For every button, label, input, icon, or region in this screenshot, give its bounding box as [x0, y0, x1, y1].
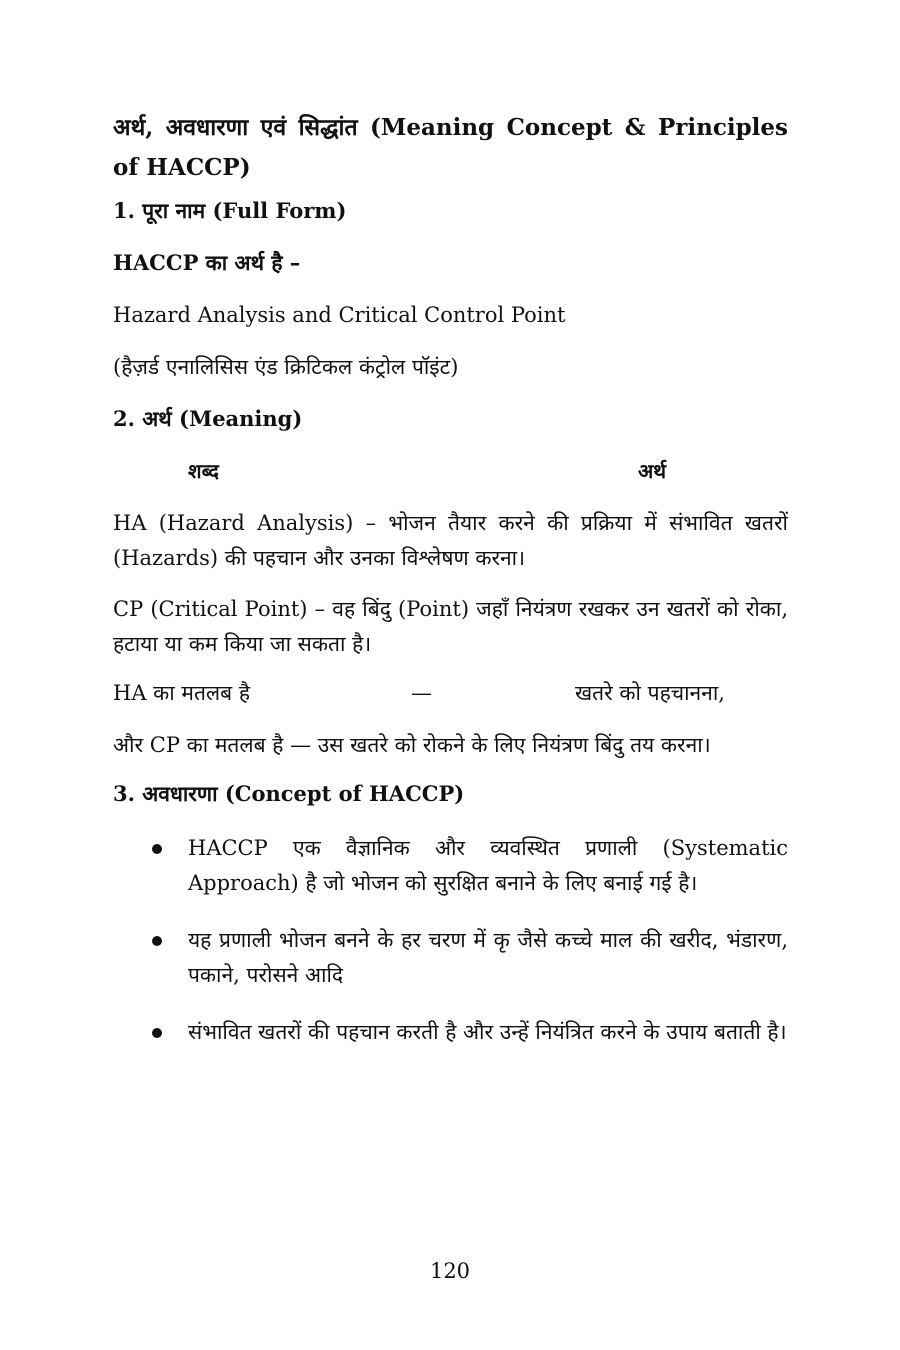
bullet-icon: [152, 936, 162, 946]
haccp-meaning-heading: HACCP का अर्थ है –: [113, 250, 301, 275]
cp-meaning: और CP का मतलब है — उस खतरे को रोकने के लिए नियंत्रण बिंदु तय करना।: [113, 733, 711, 757]
list-item-text: यह प्रणाली भोजन बनने के हर चरण में कृ जैसे कच्चे माल की खरीद, भंडारण, पकाने, परोसने आदि: [188, 928, 788, 987]
section-1-heading: 1. पूरा नाम (Full Form): [113, 198, 347, 223]
list-item: [113, 831, 788, 901]
ha-meaning-dash: —: [411, 681, 432, 705]
page-content: [113, 108, 788, 1072]
term-meaning-header: [113, 456, 788, 486]
page-title: अर्थ, अवधारणा एवं सिद्धांत (Meaning Concept & Principles of HACCP): [113, 114, 788, 181]
ha-meaning-row: [113, 678, 788, 708]
ha-definition: HA (Hazard Analysis) – भोजन तैयार करने की प्रक्रिया में संभावित खतरों (Hazards) की पहचान और उनका विश्लेषण करना।: [113, 511, 788, 570]
bullet-icon: [152, 844, 162, 854]
ha-meaning-label: HA का मतलब है: [113, 681, 250, 705]
column-word: शब्द: [188, 459, 219, 483]
ha-meaning-value: खतरे को पहचानना,: [575, 681, 725, 705]
section-3-heading: 3. अवधारणा (Concept of HACCP): [113, 781, 465, 806]
full-form-hindi: (हैज़र्ड एनालिसिस एंड क्रिटिकल कंट्रोल पॉइंट): [113, 355, 459, 379]
list-item-text: HACCP एक वैज्ञानिक और व्यवस्थित प्रणाली (Systematic Approach) है जो भोजन को सुरक्षित बनाने के लिए बनाई गई है।: [188, 836, 788, 895]
section-2-heading: 2. अर्थ (Meaning): [113, 406, 303, 431]
page-number: 120: [429, 1259, 471, 1283]
full-form-english: Hazard Analysis and Critical Control Point: [113, 303, 566, 327]
concept-list: [113, 831, 788, 1050]
bullet-icon: [152, 1028, 162, 1038]
list-item-text: संभावित खतरों की पहचान करती है और उन्हें नियंत्रित करने के उपाय बताती है।: [188, 1020, 787, 1044]
list-item: [113, 1015, 788, 1050]
column-meaning: अर्थ: [638, 459, 667, 483]
list-item: [113, 923, 788, 993]
cp-definition: CP (Critical Point) – वह बिंदु (Point) जहाँ नियंत्रण रखकर उन खतरों को रोका, हटाया या कम किया जा सकता है।: [113, 597, 788, 656]
